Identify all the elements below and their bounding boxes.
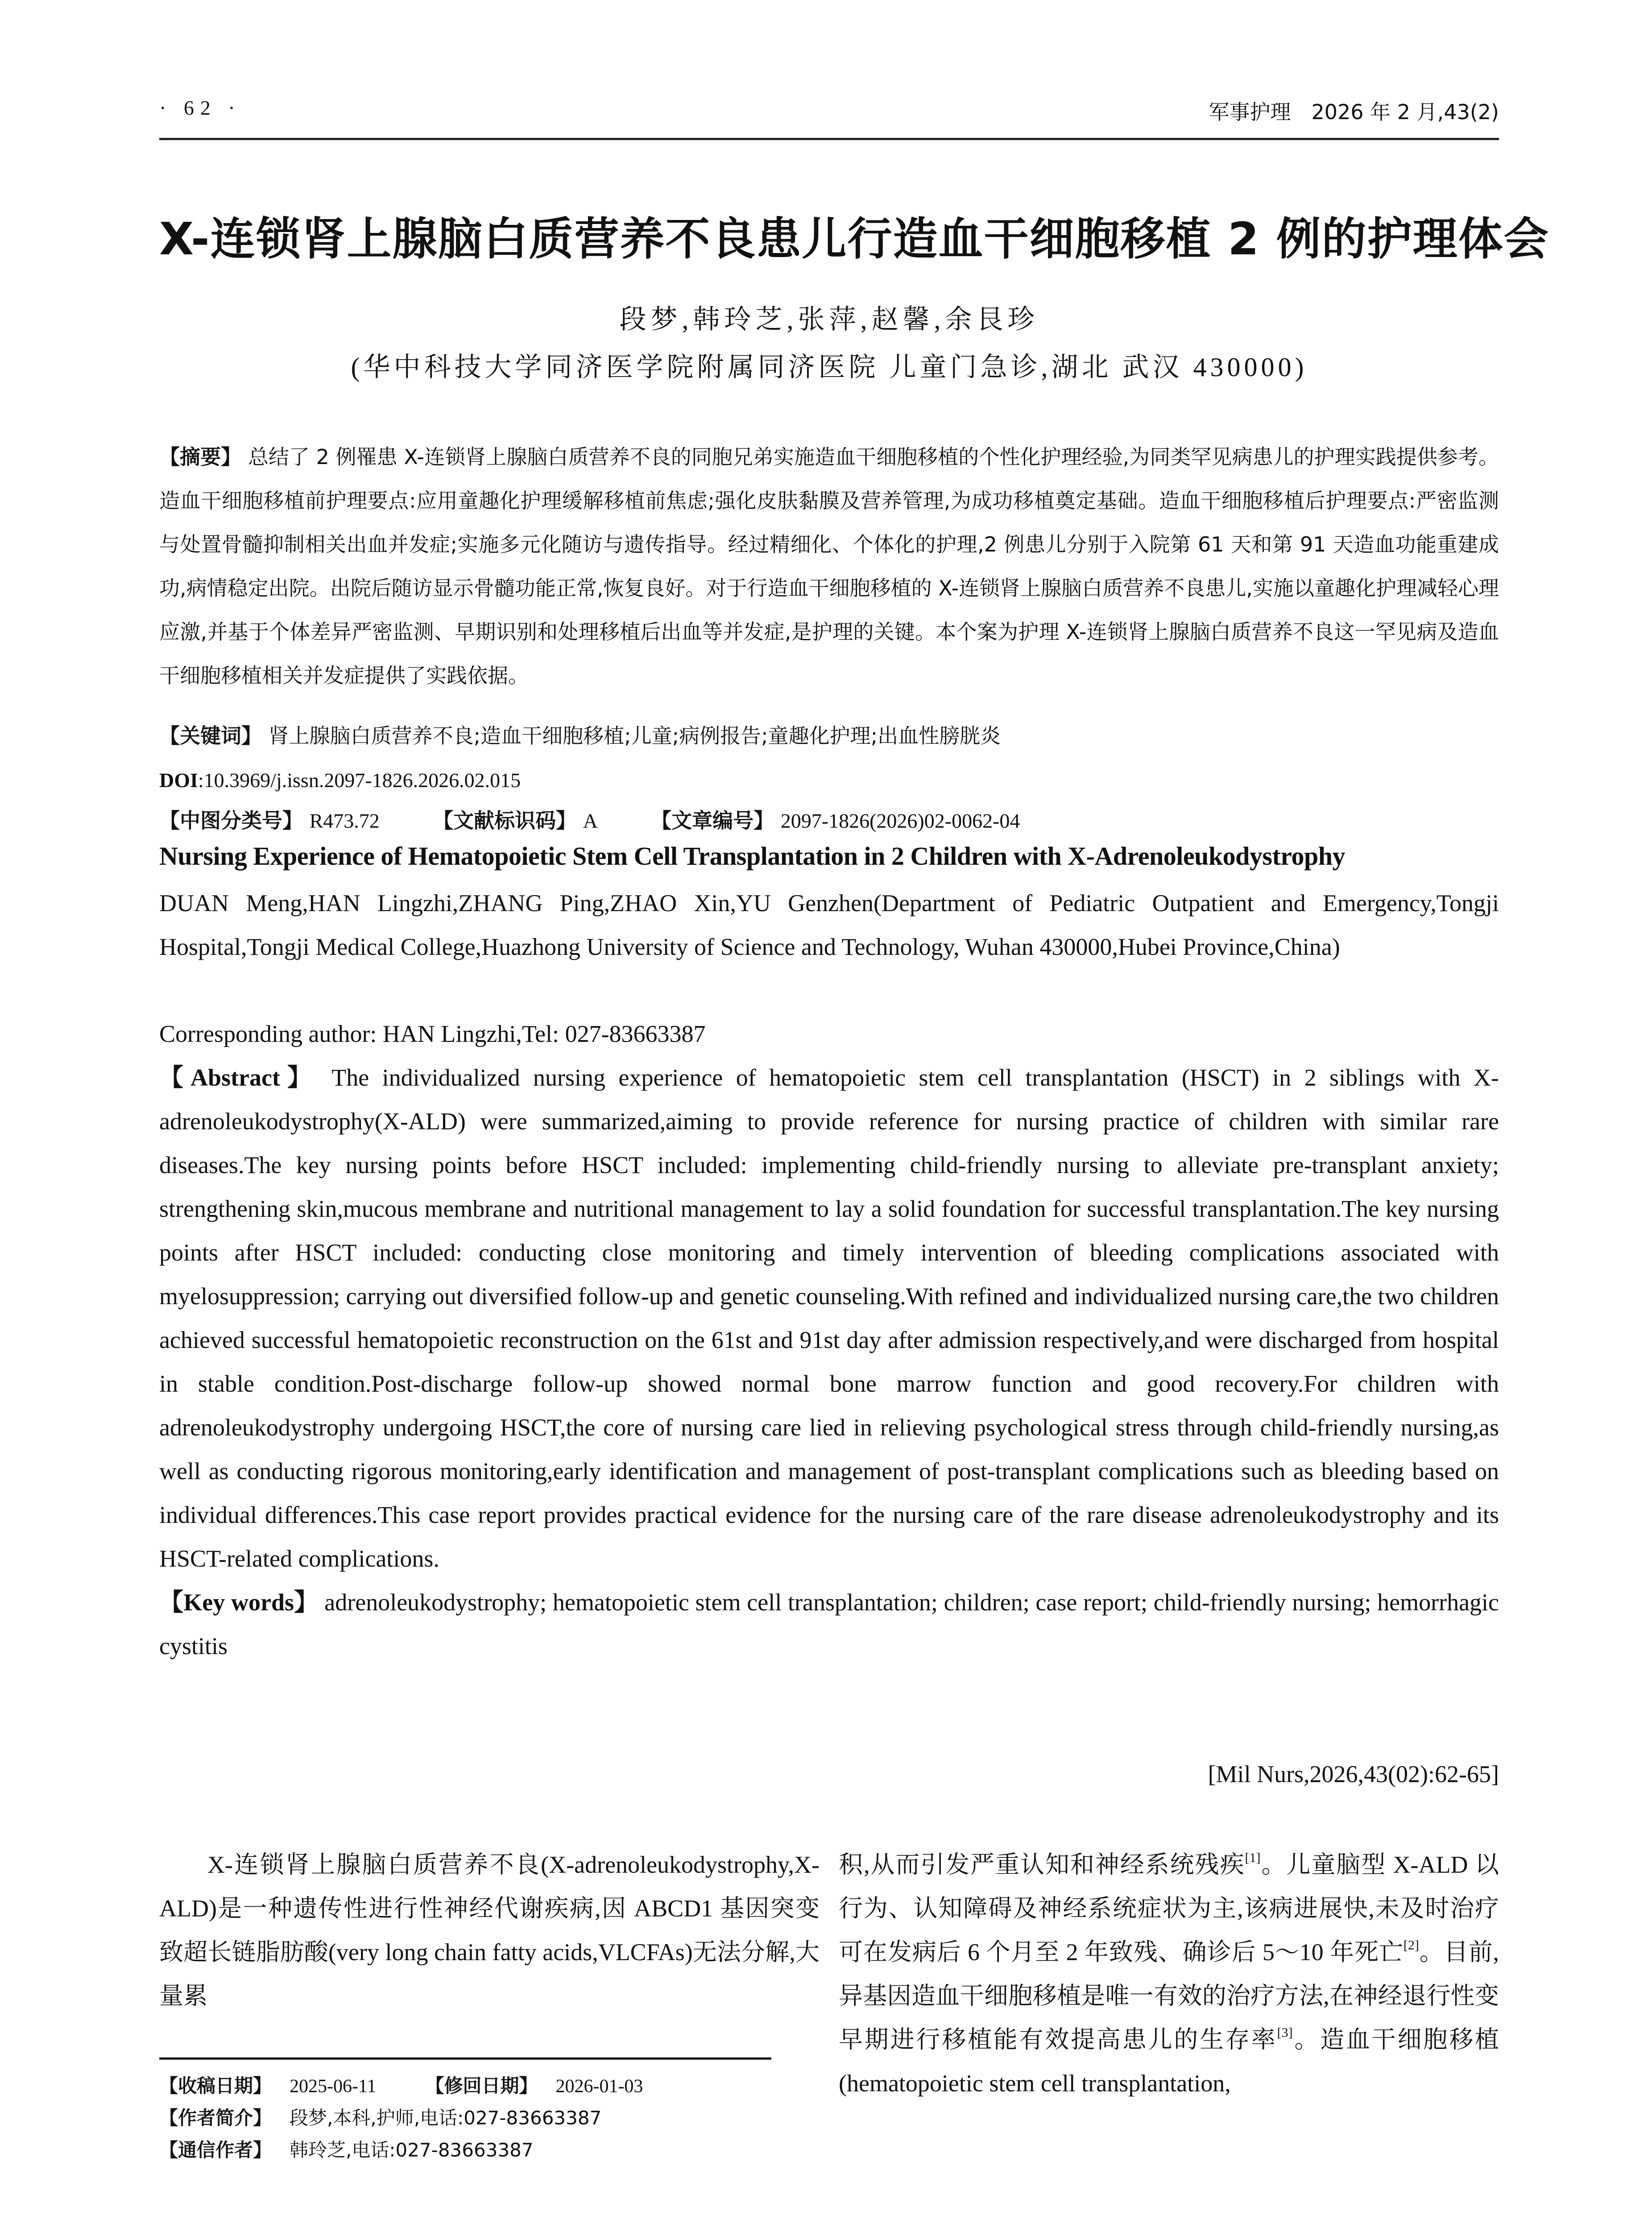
keywords-en: [159, 1580, 1499, 1668]
footnote-dates: [159, 2073, 643, 2100]
page-number: · 62 ·: [159, 96, 241, 119]
body-paragraph: X-连锁肾上腺脑白质营养不良(X-adrenoleukodystrophy,X-ALD)是一种遗传性进行性神经代谢疾病,因 ABCD1 基因突变致超长链脂肪酸(very long chain fatty acids,VLCFAs)无法分解,大量累: [159, 1851, 820, 2009]
footnote-author-bio: [159, 2105, 601, 2131]
doi-label: DOI: [159, 769, 198, 792]
doc-code-value: A: [583, 809, 598, 832]
received-date-value: 2025-06-11: [290, 2076, 377, 2097]
abstract-text-en: The individualized nursing experience of hematopoietic stem cell transplantation (HSCT) in 2 siblings with X-adrenoleukodystrophy(X-ALD) were summarized,aiming to provide reference for nursing practice of children with similar rare diseases.The key nursing points before HSCT included: implementing child-friendly nursing to alleviate pre-transplant anxiety; strengthening skin,mucous membrane and nutritional management to lay a solid foundation for successful transplantation.The key nursing points after HSCT included: conducting close monitoring and timely intervention of bleeding complications associated with myelosuppression; carrying out diversified follow-up and genetic counseling.With refined and individualized nursing care,the two children achieved successful hematopoietic reconstruction on the 61st and 91st day after admission respectively,and were discharged from hospital in stable condition.Post-discharge follow-up showed normal bone marrow function and good recovery.For children with adrenoleukodystrophy undergoing HSCT,the core of nursing care lied in relieving psychological stress through child-friendly nursing,as well as conducting rigorous monitoring,early identification and management of post-transplant complications such as bleeding based on individual differences.This case report provides practical evidence for the nursing care of the rare disease adrenoleukodystrophy and its HSCT-related complications.: [159, 1064, 1499, 1572]
revised-date-value: 2026-01-03: [555, 2076, 643, 2097]
article-number-label: 【文章编号】: [651, 809, 774, 833]
reference-link-2[interactable]: [2]: [1403, 1938, 1419, 1953]
classification-line: [159, 799, 1499, 843]
article-title-en: Nursing Experience of Hematopoietic Stem Cell Transplantation in 2 Children with X-Adrenoleukodystrophy: [159, 842, 1345, 871]
body-text-segment: 。目前,异基因造血干细胞移植是唯一有效的治疗方法,在神经退行性变早期进行移植能有效提高患儿的生存率: [839, 1939, 1499, 2053]
clc-value: R473.72: [309, 809, 380, 832]
footnote-corresponding: [159, 2137, 534, 2164]
journal-issue-info: 军事护理 2026 年 2 月,43(2): [1209, 100, 1499, 124]
body-text-segment: 。儿童脑型 X-ALD 以行为、认知障碍及神经系统症状为主,该病进展快,未及时治疗可在发病后 6 个月至 2 年致残、确诊后 5～10 年死亡: [839, 1851, 1499, 1966]
abstract-label-en: 【Abstract】: [159, 1064, 319, 1091]
article-title-cn: X-连锁肾上腺脑白质营养不良患儿行造血干细胞移植 2 例的护理体会: [159, 213, 1549, 265]
abstract-text-cn: 总结了 2 例罹患 X-连锁肾上腺脑白质营养不良的同胞兄弟实施造血干细胞移植的个性化护理经验,为同类罕见病患儿的护理实践提供参考。造血干细胞移植前护理要点:应用童趣化护理缓解移植前焦虑;强化皮肤黏膜及营养管理,为成功移植奠定基础。造血干细胞移植后护理要点:严密监测与处置骨髓抑制相关出血并发症;实施多元化随访与遗传指导。经过精细化、个体化的护理,2 例患儿分别于入院第 61 天和第 91 天造血功能重建成功,病情稳定出院。出院后随访显示骨髓功能正常,恢复良好。对于行造血干细胞移植的 X-连锁肾上腺脑白质营养不良患儿,实施以童趣化护理减轻心理应激,并基于个体差异严密监测、早期识别和处理移植后出血等并发症,是护理的关键。本个案为护理 X-连锁肾上腺脑白质营养不良这一罕见病及造血干细胞移植相关并发症提供了实践依据。: [159, 445, 1499, 688]
corresponding-author-en: Corresponding author: HAN Lingzhi,Tel: 027-83663387: [159, 1020, 706, 1047]
footnote-rule: [159, 2057, 771, 2060]
keywords-text-en: adrenoleukodystrophy; hematopoietic stem cell transplantation; children; case report; child-friendly nursing; hemorrhagic cystitis: [159, 1589, 1499, 1659]
authors-cn: 段梦,韩玲芝,张萍,赵馨,余艮珍: [619, 305, 1039, 334]
corresponding-label: 【通信作者】: [159, 2139, 272, 2161]
keywords-text-cn: 肾上腺脑白质营养不良;造血干细胞移植;儿童;病例报告;童趣化护理;出血性膀胱炎: [268, 724, 1001, 748]
author-bio-label: 【作者简介】: [159, 2107, 272, 2129]
header-rule: [159, 138, 1499, 140]
body-column-right: [839, 1843, 1499, 2105]
body-text-segment: 。造血干细胞移植(hematopoietic stem cell transplantation,: [839, 2026, 1499, 2097]
revised-date-label: 【修回日期】: [425, 2075, 538, 2097]
author-bio-value: 段梦,本科,护师,电话:027-83663387: [290, 2107, 602, 2129]
clc-label: 【中图分类号】: [159, 809, 303, 833]
doi-value[interactable]: :10.3969/j.issn.2097-1826.2026.02.015: [198, 769, 521, 792]
keywords-label-en: 【Key words】: [159, 1589, 319, 1616]
body-column-left: [159, 1843, 820, 2018]
abstract-cn: [159, 435, 1499, 697]
doi-line: [159, 759, 1499, 802]
corresponding-value: 韩玲芝,电话:027-83663387: [290, 2139, 534, 2161]
abstract-label-cn: 【摘要】: [159, 445, 242, 469]
abstract-en: [159, 1056, 1499, 1580]
reference-link-3[interactable]: [3]: [1277, 2025, 1293, 2040]
reference-link-1[interactable]: [1]: [1245, 1850, 1261, 1865]
keywords-label-cn: 【关键词】: [159, 724, 262, 748]
running-header: [159, 96, 1499, 127]
authors-affiliation-en: DUAN Meng,HAN Lingzhi,ZHANG Ping,ZHAO Xin,YU Genzhen(Department of Pediatric Outpatient and Emergency,Tongji Hospital,Tongji Medical College,Huazhong University of Science and Technology, Wuhan 430000,Hubei Province,China): [159, 890, 1499, 960]
keywords-cn: [159, 714, 1499, 758]
body-text-segment: 积,从而引发严重认知和神经系统残疾: [839, 1851, 1245, 1878]
article-number-value: 2097-1826(2026)02-0062-04: [780, 809, 1020, 832]
citation: [Mil Nurs,2026,43(02):62-65]: [1208, 1761, 1499, 1787]
affiliation-cn: (华中科技大学同济医学院附属同济医院 儿童门急诊,湖北 武汉 430000): [351, 352, 1308, 382]
received-date-label: 【收稿日期】: [159, 2075, 272, 2097]
doc-code-label: 【文献标识码】: [433, 809, 577, 833]
